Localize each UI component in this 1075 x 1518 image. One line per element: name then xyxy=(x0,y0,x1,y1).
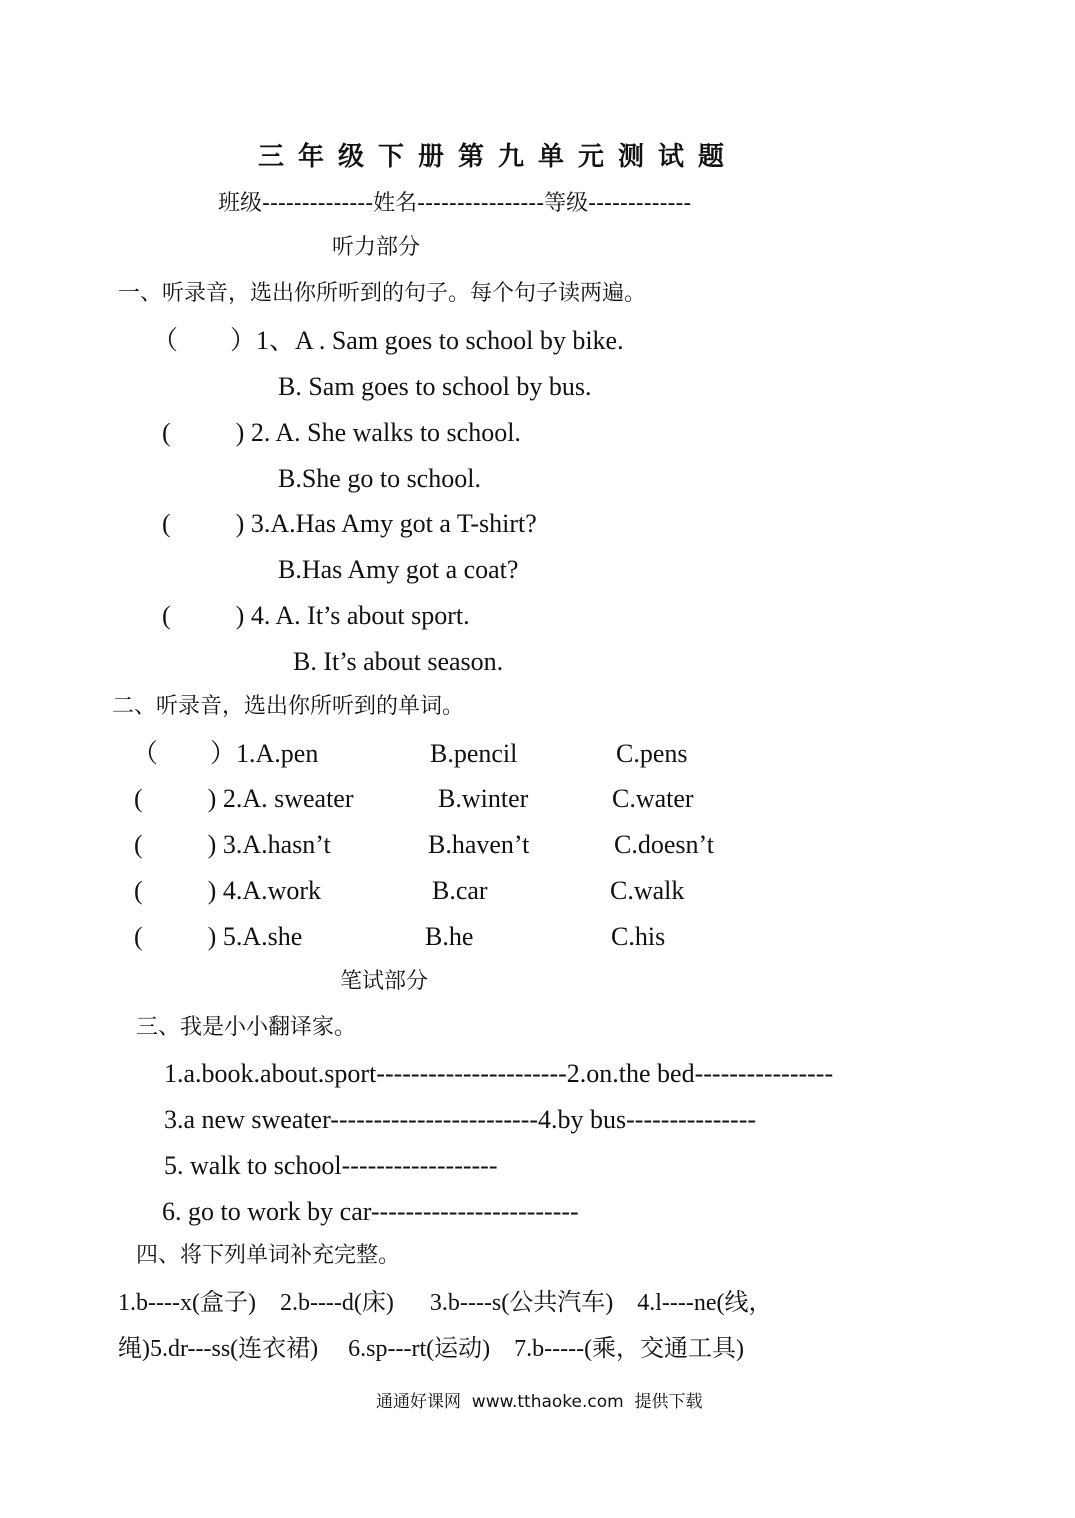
section2-q2-option-b: B.winter xyxy=(438,784,529,813)
section2-q5-option-c: C.his xyxy=(611,922,666,951)
section2-q3-option-a: ( ) 3.A.hasn’t xyxy=(134,830,331,859)
written-section-header: 笔试部分 xyxy=(340,969,429,994)
section2-q4-option-a: ( ) 4.A.work xyxy=(134,876,322,905)
section3-line-2: 3.a new sweater------------------------4.by bus--------------- xyxy=(164,1105,757,1134)
section4-line-2: 绳)5.dr---ss(连衣裙) 6.sp---rt(运动) 7.b-----(乘，交通工具) xyxy=(118,1336,745,1362)
section2-q1-option-a: （ ）1.A.pen xyxy=(132,739,319,768)
section2-q1-option-c: C.pens xyxy=(616,739,688,768)
section2-q1-option-b: B.pencil xyxy=(430,739,518,768)
section2-q4-option-b: B.car xyxy=(432,876,488,905)
section2-q4-option-c: C.walk xyxy=(610,876,685,905)
section1-q4-option-a: ( ) 4. A. It’s about sport. xyxy=(162,601,470,630)
section2-q3-option-b: B.haven’t xyxy=(428,830,530,859)
section2-q5-option-b: B.he xyxy=(425,922,474,951)
section1-q2-option-a: ( ) 2. A. She walks to school. xyxy=(162,418,521,447)
footer-source-note: 通通好课网 www.tthaoke.com 提供下载 xyxy=(376,1392,703,1412)
page-title: 三年级下册第九单元测试题 xyxy=(258,142,739,172)
section3-line-1: 1.a.book.about.sport----------------------2.on.the bed---------------- xyxy=(164,1059,834,1088)
section2-q5-option-a: ( ) 5.A.she xyxy=(134,922,303,951)
section2-heading: 二、听录音，选出你所听到的单词。 xyxy=(112,694,465,719)
section1-heading: 一、听录音，选出你所听到的句子。每个句子读两遍。 xyxy=(118,281,647,306)
section4-line-1: 1.b----x(盒子) 2.b----d(床) 3.b----s(公共汽车) 4.l----ne(线， xyxy=(118,1290,773,1316)
section1-q1-option-a: （ ）1、A . Sam goes to school by bike. xyxy=(152,326,624,355)
section1-q3-option-b: B.Has Amy got a coat? xyxy=(278,555,519,584)
section1-q2-option-b: B.She go to school. xyxy=(278,464,481,493)
section2-q2-option-c: C.water xyxy=(612,784,694,813)
section2-q2-option-a: ( ) 2.A. sweater xyxy=(134,784,354,813)
section3-heading: 三、我是小小翻译家。 xyxy=(136,1015,357,1040)
section3-line-3: 5. walk to school------------------ xyxy=(164,1151,498,1180)
section3-line-4: 6. go to work by car------------------------ xyxy=(162,1197,579,1226)
section4-heading: 四、将下列单词补充完整。 xyxy=(136,1243,401,1268)
section1-q1-option-b: B. Sam goes to school by bus. xyxy=(278,372,592,401)
section1-q4-option-b: B. It’s about season. xyxy=(293,647,504,676)
section1-q3-option-a: ( ) 3.A.Has Amy got a T-shirt? xyxy=(162,509,537,538)
listening-section-header: 听力部分 xyxy=(332,235,421,260)
section2-q3-option-c: C.doesn’t xyxy=(614,830,714,859)
student-info-line: 班级--------------姓名----------------等级------------- xyxy=(218,191,692,216)
